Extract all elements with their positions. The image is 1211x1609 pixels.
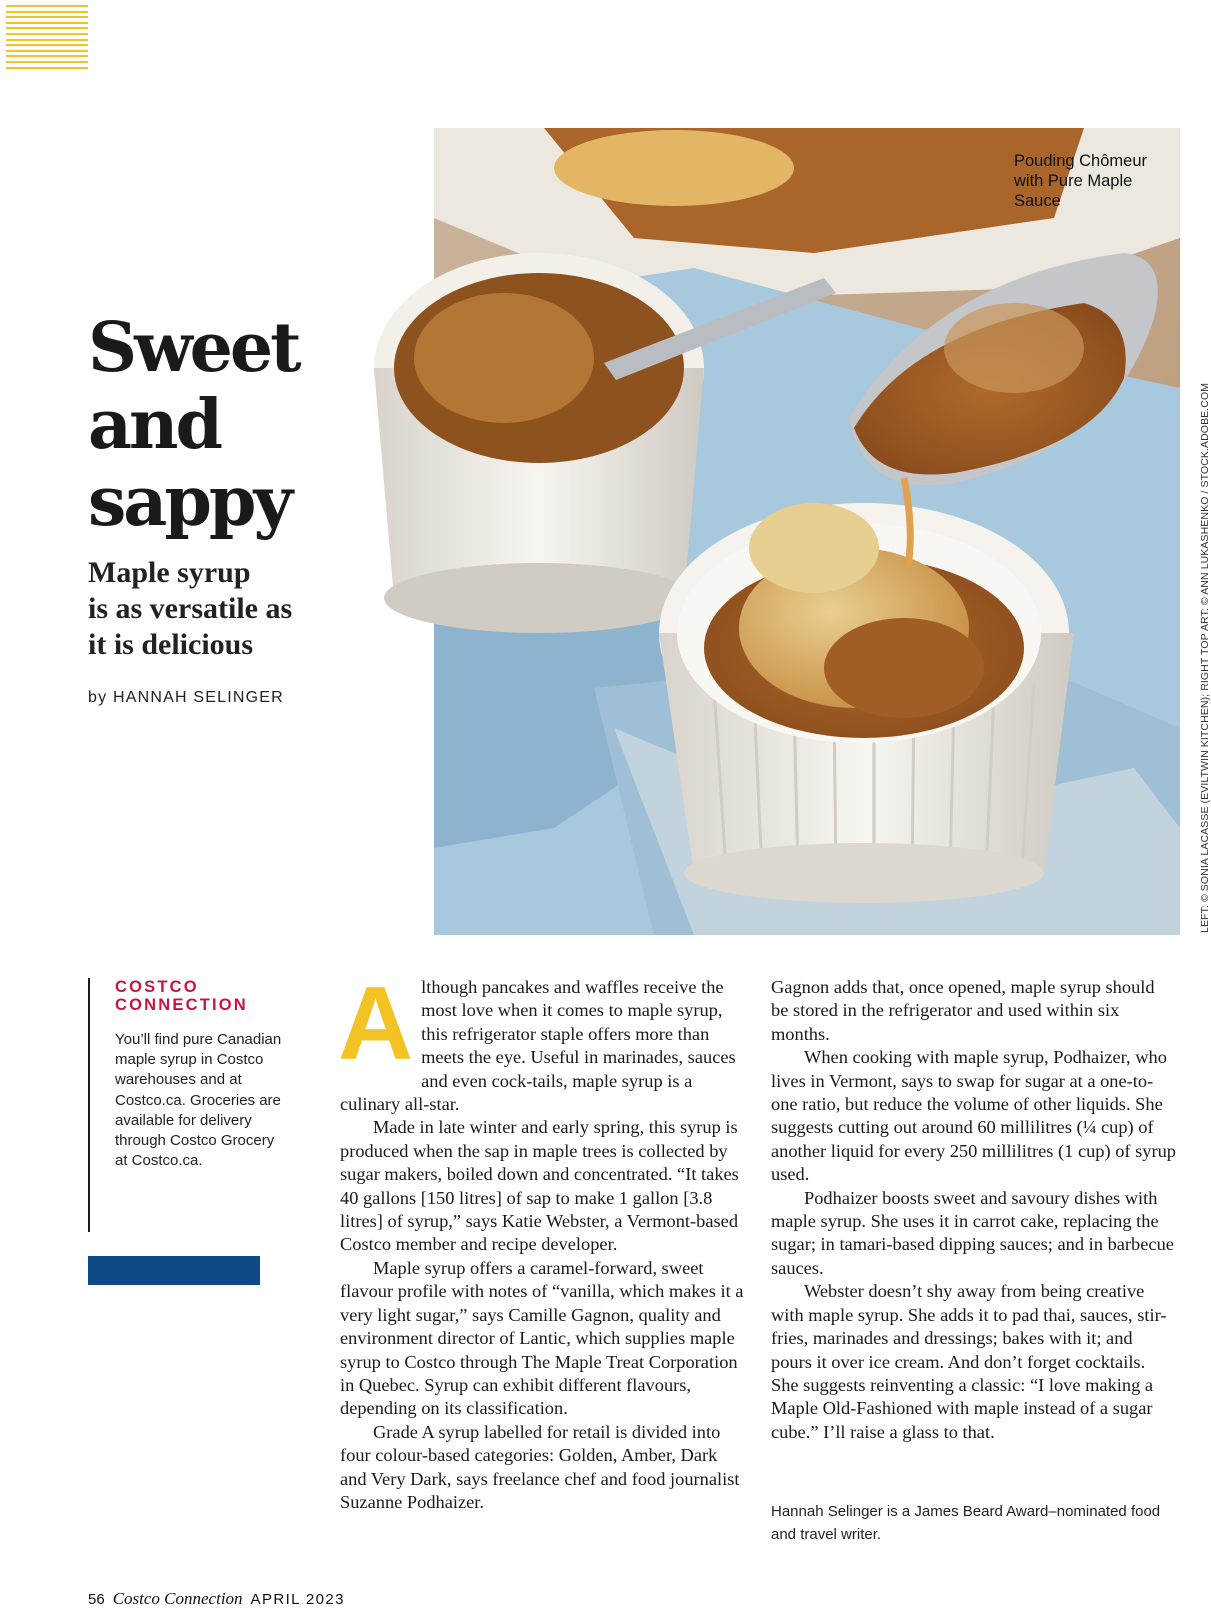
article-paragraph: Grade A syrup labelled for retail is divided into four colour-based categories: Golden, Amber, Dark and Very Dark, says freelance chef and food journalist Suzanne Podhaizer. <box>340 1421 740 1512</box>
article-paragraph: Maple syrup offers a caramel-forward, sweet flavour profile with notes of “vanilla, which makes it a very light sugar,” says Camille Gagnon, quality and environment director of Lantic, which supplies maple syrup to Costco through The Maple Treat Corporation in Quebec. Syrup can exhibit different flavours, depending on its classification. <box>340 1257 744 1419</box>
photo-credit: LEFT: © SONIA LACASSE (EVILTWIN KITCHEN); RIGHT TOP ART: © ANN LUKASHENKO / STOCK.ADOBE.COM <box>1199 382 1211 933</box>
article-paragraph: lthough pancakes and waffles receive the most love when it comes to maple syrup, this refrigerator staple offers more than meets the eye. Useful in marinades, sauces and even cock-tails, maple syrup is a culinary all-star. <box>340 977 736 1115</box>
sidebar-title-line: COSTCO <box>115 978 199 996</box>
page-number: 56 <box>88 1591 105 1608</box>
deck-line: it is delicious <box>88 628 254 661</box>
sidebar-title-line: CONNECTION <box>115 996 248 1014</box>
sidebar-body: You’ll find pure Canadian maple syrup in Costco warehouses and at Costco.ca. Groceries are available for delivery through Costco Grocery at Costco.ca. <box>115 1031 282 1170</box>
decorative-blue-bar <box>88 1256 260 1285</box>
article-paragraph: Gagnon adds that, once opened, maple syrup should be stored in the refrigerator and used within six months. <box>771 977 1155 1044</box>
author-bio: Hannah Selinger is a James Beard Award–nominated food and travel writer. <box>771 1503 1161 1543</box>
article-column-1 <box>338 966 745 1514</box>
headline-line: and <box>88 385 221 465</box>
page-footer <box>88 1589 345 1609</box>
magazine-name: Costco Connection <box>112 1589 243 1608</box>
costco-connection-sidebar <box>88 978 287 1232</box>
sidebar-title <box>115 978 287 1014</box>
deck-line: Maple syrup <box>88 556 251 589</box>
article-paragraph: When cooking with maple syrup, Podhaizer, who lives in Vermont, says to swap for sugar at a one-to-one ratio, but reduce the volume of other liquids. She suggests cutting out around 60 millilitres (¼ cup) of another liquid for every 250 millilitres (1 cup) of syrup used. <box>771 1047 1177 1185</box>
byline: by HANNAH SELINGER <box>88 689 284 706</box>
issue-date: APRIL 2023 <box>250 1591 345 1608</box>
deck <box>88 555 292 663</box>
drop-cap: A <box>338 966 414 1082</box>
photo-caption: Pouding Chômeur with Pure Maple Sauce <box>1014 152 1147 210</box>
article-paragraph: Made in late winter and early spring, this syrup is produced when the sap in maple trees is collected by sugar makers, boiled down and concentrated. “It takes 40 gallons [150 litres] of sap to make 1 gallon [3.8 litres] of syrup,” says Katie Webster, a Vermont-based Costco member and recipe developer. <box>340 1117 739 1255</box>
decorative-stripes <box>6 5 88 73</box>
headline-line: sappy <box>88 462 290 542</box>
hero-photo <box>434 128 1180 935</box>
deck-line: is as versatile as <box>88 592 293 625</box>
article-paragraph: Podhaizer boosts sweet and savoury dishes with maple syrup. She uses it in carrot cake, replacing the sugar; in tamari-based dipping sauces; and in barbecue sauces. <box>771 1187 1174 1278</box>
headline <box>88 310 299 541</box>
article-column-2 <box>771 976 1176 1444</box>
article-paragraph: Webster doesn’t shy away from being creative with maple syrup. She adds it to pad thai, sauces, stir-fries, marinades and dressings; bakes with it; and pours it over ice cream. And don’t forget cocktails. She suggests reinventing a classic: “I love making a Maple Old-Fashioned with maple instead of a sugar cube.” I’ll raise a glass to that. <box>771 1281 1167 1442</box>
headline-line: Sweet <box>88 308 299 388</box>
